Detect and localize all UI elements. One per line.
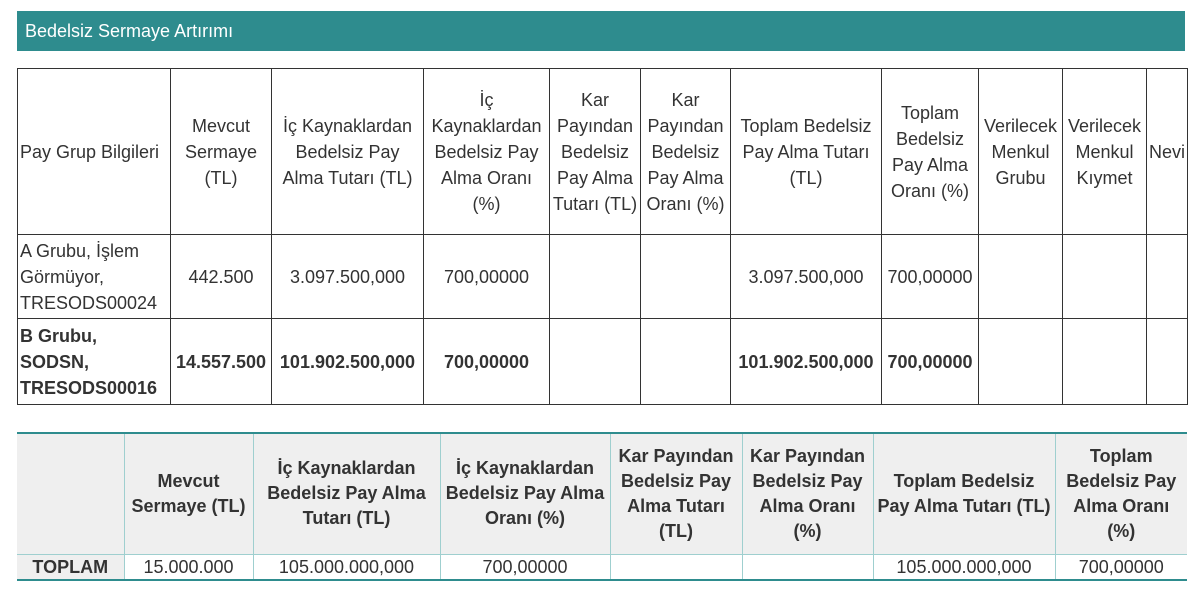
table-cell: 700,00000 bbox=[882, 319, 979, 405]
column-header: Toplam Bedelsiz Pay Alma Tutarı (TL) bbox=[873, 433, 1055, 554]
column-header: İç Kaynaklardan Bedelsiz Pay Alma Oranı (%) bbox=[424, 69, 550, 235]
table-cell bbox=[550, 235, 641, 319]
table-cell: 700,00000 bbox=[1055, 554, 1187, 580]
column-header: Mevcut Sermaye (TL) bbox=[171, 69, 272, 235]
table-cell bbox=[1147, 235, 1188, 319]
table-cell: 101.902.500,000 bbox=[272, 319, 424, 405]
column-header: Toplam Bedelsiz Pay Alma Oranı (%) bbox=[882, 69, 979, 235]
table-cell: 3.097.500,000 bbox=[272, 235, 424, 319]
column-header bbox=[17, 433, 124, 554]
table-cell bbox=[1063, 235, 1147, 319]
column-header: Verilecek Menkul Grubu bbox=[979, 69, 1063, 235]
total-row bbox=[17, 554, 1187, 580]
table-cell bbox=[610, 554, 742, 580]
table-cell bbox=[641, 319, 731, 405]
table-cell: 105.000.000,000 bbox=[873, 554, 1055, 580]
table-cell: 700,00000 bbox=[882, 235, 979, 319]
table-cell bbox=[641, 235, 731, 319]
column-header: Kar Payından Bedelsiz Pay Alma Tutarı (TL) bbox=[610, 433, 742, 554]
table-cell: 3.097.500,000 bbox=[731, 235, 882, 319]
table-row bbox=[18, 235, 1188, 319]
table-cell bbox=[1063, 319, 1147, 405]
table-row bbox=[18, 319, 1188, 405]
total-table bbox=[17, 432, 1187, 581]
table-cell bbox=[1147, 319, 1188, 405]
table-cell: B Grubu, SODSN, TRESODS00016 bbox=[18, 319, 171, 405]
table-header-row bbox=[17, 433, 1187, 554]
column-header: Kar Payından Bedelsiz Pay Alma Tutarı (TL) bbox=[550, 69, 641, 235]
table-cell bbox=[742, 554, 873, 580]
column-header: İç Kaynaklardan Bedelsiz Pay Alma Tutarı (TL) bbox=[272, 69, 424, 235]
table-cell: 14.557.500 bbox=[171, 319, 272, 405]
table-cell: 700,00000 bbox=[424, 319, 550, 405]
column-header: Verilecek Menkul Kıymet bbox=[1063, 69, 1147, 235]
table-cell: 700,00000 bbox=[424, 235, 550, 319]
column-header: Pay Grup Bilgileri bbox=[18, 69, 171, 235]
table-cell: 101.902.500,000 bbox=[731, 319, 882, 405]
table-cell: 442.500 bbox=[171, 235, 272, 319]
table-cell: 700,00000 bbox=[440, 554, 610, 580]
page-title: Bedelsiz Sermaye Artırımı bbox=[17, 11, 1185, 51]
column-header: Mevcut Sermaye (TL) bbox=[124, 433, 253, 554]
table-cell: 105.000.000,000 bbox=[253, 554, 440, 580]
pay-group-table bbox=[17, 68, 1188, 405]
column-header: Kar Payından Bedelsiz Pay Alma Oranı (%) bbox=[742, 433, 873, 554]
column-header: İç Kaynaklardan Bedelsiz Pay Alma Tutarı (TL) bbox=[253, 433, 440, 554]
total-label: TOPLAM bbox=[17, 554, 124, 580]
column-header: Nevi bbox=[1147, 69, 1188, 235]
table-cell: 15.000.000 bbox=[124, 554, 253, 580]
table-cell bbox=[979, 319, 1063, 405]
column-header: Toplam Bedelsiz Pay Alma Oranı (%) bbox=[1055, 433, 1187, 554]
table-cell bbox=[979, 235, 1063, 319]
column-header: Toplam Bedelsiz Pay Alma Tutarı (TL) bbox=[731, 69, 882, 235]
table-cell bbox=[550, 319, 641, 405]
column-header: Kar Payından Bedelsiz Pay Alma Oranı (%) bbox=[641, 69, 731, 235]
table-header-row bbox=[18, 69, 1188, 235]
column-header: İç Kaynaklardan Bedelsiz Pay Alma Oranı (%) bbox=[440, 433, 610, 554]
table-cell: A Grubu, İşlem Görmüyor, TRESODS00024 bbox=[18, 235, 171, 319]
